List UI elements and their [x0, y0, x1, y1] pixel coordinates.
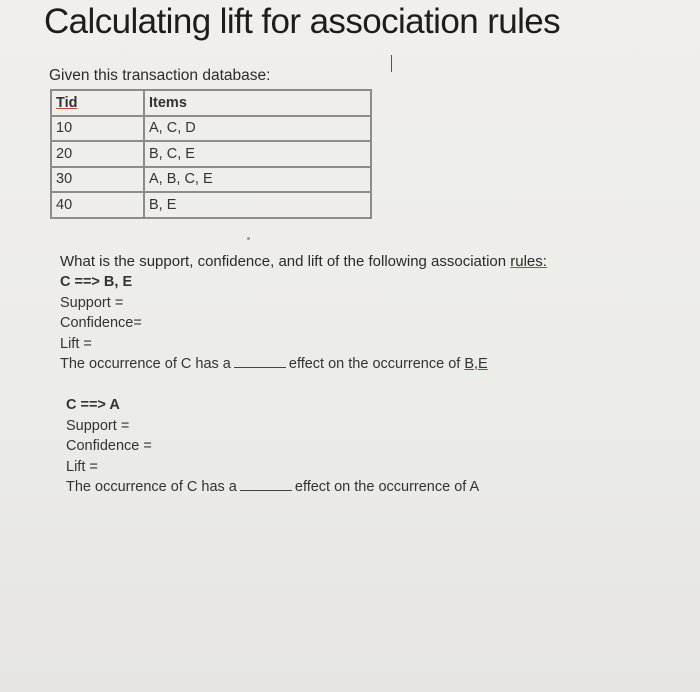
table-cell-items: B, C, E: [144, 141, 371, 167]
table-cell-tid: 40: [51, 192, 144, 218]
stray-dot: [247, 237, 250, 240]
rule1-label: C ==> B, E: [60, 274, 133, 290]
tid-header-label: Tid: [56, 94, 78, 111]
rule2-effect-suffix: effect on the occurrence of A: [294, 479, 480, 495]
table-cell-tid: 30: [51, 167, 144, 193]
page-title: Calculating lift for association rules: [44, 2, 561, 41]
table-row: [51, 141, 371, 167]
rule1-lift: Lift =: [60, 335, 92, 352]
rule1-block: [60, 272, 488, 375]
rule2-confidence: Confidence =: [66, 438, 152, 454]
table-cell-tid: 10: [51, 116, 144, 142]
table-cell-tid: 20: [51, 141, 144, 167]
rule2-effect-line: [66, 477, 479, 498]
table-row: [51, 192, 371, 218]
question-rules-word: rules:: [510, 253, 547, 270]
rule2-answer-blank[interactable]: [240, 490, 292, 491]
rule2-support: Support =: [66, 417, 130, 434]
table-cell-items: A, B, C, E: [144, 167, 371, 193]
table-row: [51, 116, 371, 142]
question-text: [60, 253, 547, 270]
rule2-label: C ==> A: [66, 397, 120, 413]
intro-text: Given this transaction database:: [49, 67, 271, 84]
rule1-support: Support =: [60, 294, 124, 311]
question-prefix: What is the support, confidence, and lift of the following association: [60, 253, 511, 270]
table-cell-items: A, C, D: [144, 116, 371, 142]
rule2-block: [66, 395, 479, 498]
rule1-answer-blank[interactable]: [234, 367, 286, 368]
text-cursor: [391, 55, 392, 72]
table-row: [51, 167, 371, 193]
transaction-table: [50, 89, 372, 219]
rule1-confidence: Confidence=: [60, 315, 142, 331]
rule2-lift: Lift =: [66, 458, 98, 475]
table-header-tid: [51, 90, 144, 116]
rule2-effect-prefix: The occurrence of C has a: [66, 479, 237, 495]
table-header-items: Items: [144, 90, 371, 116]
rule1-effect-prefix: The occurrence of C has a: [60, 356, 231, 372]
rule1-effect-line: [60, 354, 488, 375]
rule1-effect-suffix: effect on the occurrence of: [288, 356, 461, 372]
table-cell-items: B, E: [144, 192, 371, 218]
table-header-row: [51, 90, 371, 116]
rule1-effect-target: B,E: [464, 356, 488, 372]
